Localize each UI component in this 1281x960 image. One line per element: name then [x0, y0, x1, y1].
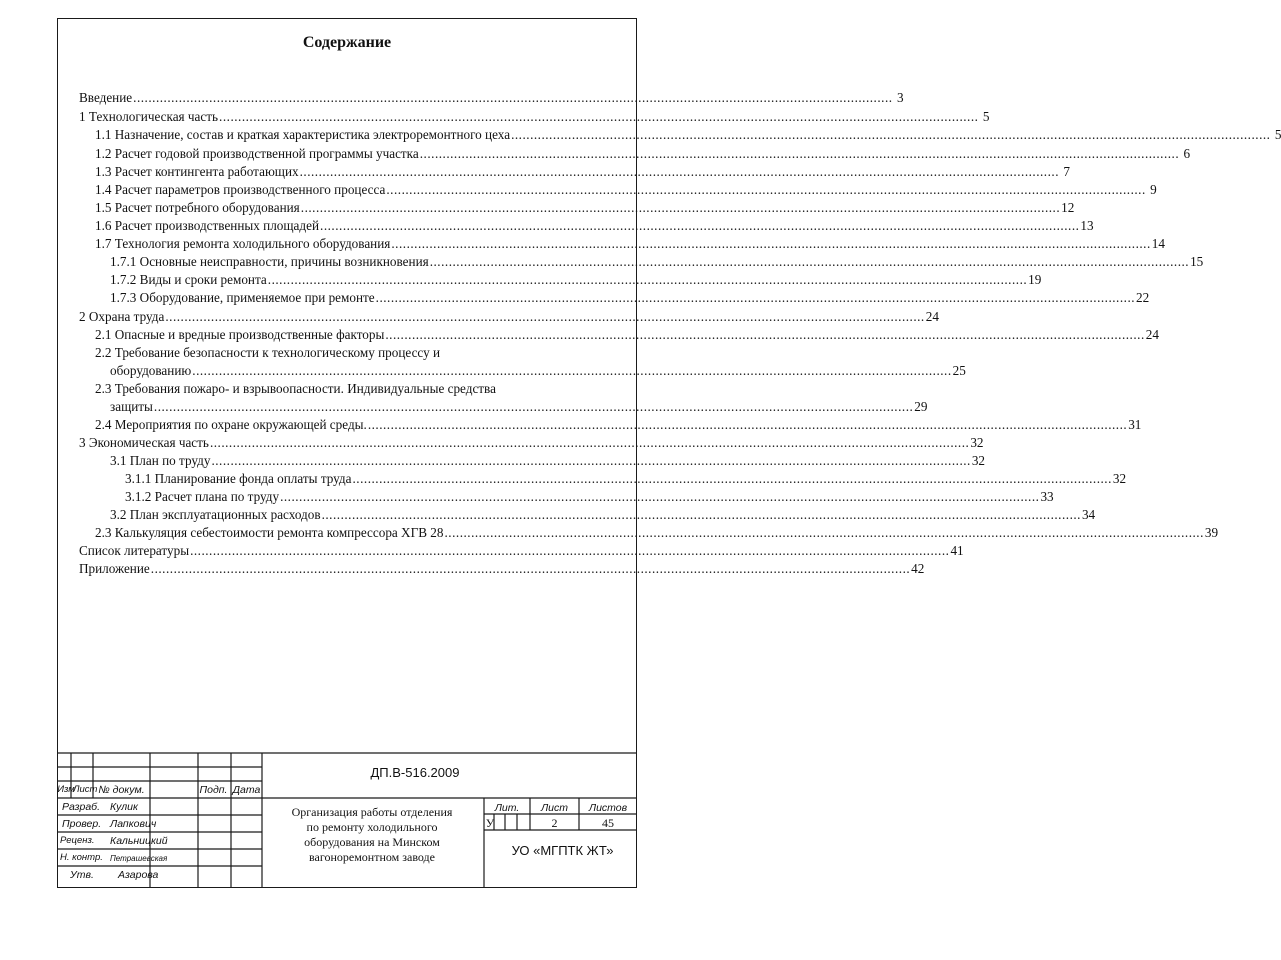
toc-page: 34	[1081, 507, 1096, 522]
toc-page: 5	[982, 109, 990, 124]
name-developer: Кулик	[110, 801, 138, 813]
toc-page: 13	[1080, 218, 1094, 233]
toc-label-line: 2.3 Требования пожаро- и взрывоопасности. Индивидуальные средства	[95, 381, 496, 396]
toc-page: 7	[1063, 164, 1070, 179]
toc-label: Список литературы	[79, 543, 190, 558]
toc-page: 14	[1151, 236, 1165, 251]
toc-label: 1 Технологическая часть	[79, 109, 219, 124]
toc-label: 2.1 Опасные и вредные производственные факторы	[95, 327, 385, 342]
toc-page: 12	[1061, 200, 1075, 215]
role-developer: Разраб.	[62, 801, 100, 813]
toc-entry: 1.7 Технология ремонта холодильного оборудования ........................................................................................................................................................................................................ 14	[95, 236, 1165, 251]
toc-label: 2 Охрана труда	[79, 309, 165, 324]
toc-entry: 3.1.2 Расчет плана по труду ........................................................................................................................................................................................................ 33	[125, 489, 1054, 504]
toc-entry: 1 Технологическая часть ........................................................................................................................................................................................................ 5	[79, 109, 990, 124]
toc-page: 6	[1183, 146, 1191, 161]
toc-label: 2.4 Мероприятия по охране окружающей среды.	[95, 417, 367, 432]
toc-entry: Приложение ........................................................................................................................................................................................................ 42	[79, 561, 925, 576]
toc-entry: 1.4 Расчет параметров производственного процесса ........................................................................................................................................................................................................ 9	[95, 182, 1157, 197]
toc-page: 5	[1274, 127, 1281, 142]
toc-entry: Введение ........................................................................................................................................................................................................ 3	[79, 90, 904, 105]
header-list: Лист	[73, 784, 98, 795]
toc-label: Введение	[79, 90, 133, 105]
toc-page: 32	[1112, 471, 1127, 486]
toc-entry: 1.7.2 Виды и сроки ремонта ........................................................................................................................................................................................................ 19	[110, 272, 1042, 287]
toc-page: 22	[1136, 290, 1150, 305]
toc-entry: 1.2 Расчет годовой производственной программы участка ........................................................................................................................................................................................................ 6	[95, 146, 1191, 161]
toc-entry: 3.2 План эксплуатационных расходов ........................................................................................................................................................................................................ 34	[110, 507, 1096, 522]
toc-entry: защиты ........................................................................................................................................................................................................ 29	[110, 399, 928, 414]
sheet-label: Лист	[540, 802, 569, 814]
toc-entry: 2.3 Калькуляция себестоимости ремонта компрессора ХГВ 28 ........................................................................................................................................................................................................ 39	[95, 525, 1219, 540]
toc-label-line: 2.2 Требование безопасности к технологическому процессу и	[95, 345, 441, 360]
toc-page: 41	[950, 543, 964, 558]
toc-page: 3	[896, 90, 904, 105]
toc-page: 19	[1028, 272, 1042, 287]
toc-page: 32	[970, 435, 984, 450]
toc-entry: 2.4 Мероприятия по охране окружающей среды. ........................................................................................................................................................................................................ 31	[95, 417, 1142, 432]
toc-entry: 1.3 Расчет контингента работающих ........................................................................................................................................................................................................ 7	[95, 164, 1070, 179]
toc-page: 9	[1150, 182, 1157, 197]
role-norm-control: Н. контр.	[60, 852, 103, 863]
toc-entry: Список литературы ........................................................................................................................................................................................................ 41	[79, 543, 964, 558]
role-approver: Утв.	[70, 869, 94, 881]
toc-label: 1.7.3 Оборудование, применяемое при ремонте	[110, 290, 375, 305]
toc-entry: 1.6 Расчет производственных площадей ........................................................................................................................................................................................................ 13	[95, 218, 1094, 233]
toc-entry: 2.1 Опасные и вредные производственные факторы ........................................................................................................................................................................................................ 24	[95, 327, 1159, 342]
toc-entry: 1.1 Назначение, состав и краткая характеристика электроремонтного цеха ........................................................................................................................................................................................................ 5	[95, 127, 1281, 142]
toc-page: 42	[911, 561, 925, 576]
sheets-total-label: Листов	[588, 802, 628, 814]
toc-entry: 3.1 План по труду ........................................................................................................................................................................................................ 32	[110, 453, 986, 468]
toc-entry: 2 Охрана труда ........................................................................................................................................................................................................ 24	[79, 309, 939, 324]
toc-label: 1.4 Расчет параметров производственного процесса	[95, 182, 386, 197]
toc-page: 29	[914, 399, 928, 414]
toc-label: оборудованию	[110, 363, 192, 378]
header-date: Дата	[232, 784, 261, 796]
name-norm-control: Петрашевская	[110, 854, 168, 863]
toc-label: 3.1.1 Планирование фонда оплаты труда	[125, 471, 352, 486]
toc-label: 3.2 План эксплуатационных расходов	[110, 507, 321, 522]
toc-label: 2.3 Калькуляция себестоимости ремонта компрессора ХГВ 28	[95, 525, 444, 540]
toc-label: 3.1.2 Расчет плана по труду	[125, 489, 280, 504]
toc-page: 33	[1040, 489, 1054, 504]
toc-label: 1.7.2 Виды и сроки ремонта	[110, 272, 267, 287]
toc-label: 1.5 Расчет потребного оборудования	[95, 200, 300, 215]
organization: УО «МГПТК ЖТ»	[511, 843, 614, 858]
lit-label: Лит.	[494, 802, 520, 814]
toc-label: 1.3 Расчет контингента работающих	[95, 164, 299, 179]
toc-page: 24	[1145, 327, 1159, 342]
header-signature: Подп.	[199, 784, 228, 796]
sheets-total: 45	[602, 816, 614, 830]
toc-entry: 1.7.1 Основные неисправности, причины возникновения ........................................................................................................................................................................................................ 15	[110, 254, 1204, 269]
name-checker: Лапкович	[110, 818, 157, 830]
toc-entry: оборудованию ........................................................................................................................................................................................................ 25	[110, 363, 966, 378]
toc-entry: 3.1.1 Планирование фонда оплаты труда ........................................................................................................................................................................................................ 32	[125, 471, 1127, 486]
toc-label: 3 Экономическая часть	[79, 435, 209, 450]
role-checker: Провер.	[62, 818, 102, 830]
name-approver: Азарова	[118, 869, 159, 881]
document-description: Организация работы отделения по ремонту холодильного оборудования на Минском вагоноремонтном заводе	[291, 805, 453, 864]
toc-label: 1.2 Расчет годовой производственной программы участка	[95, 146, 419, 161]
toc-label: 3.1 План по труду	[110, 453, 211, 468]
sheet-number: 2	[551, 816, 558, 830]
name-reviewer: Кальницкий	[110, 835, 168, 847]
toc-page: 25	[952, 363, 966, 378]
role-reviewer: Реценз.	[60, 835, 95, 846]
header-izm: Изм	[57, 784, 75, 795]
toc-page: 32	[971, 453, 986, 468]
toc-entry: 3 Экономическая часть ........................................................................................................................................................................................................ 32	[79, 435, 984, 450]
toc-label: 1.7.1 Основные неисправности, причины возникновения	[110, 254, 429, 269]
toc-page: 15	[1190, 254, 1204, 269]
toc-entry: 1.7.3 Оборудование, применяемое при ремонте ........................................................................................................................................................................................................ 22	[110, 290, 1150, 305]
toc-label: Приложение	[79, 561, 150, 576]
toc-label: 1.1 Назначение, состав и краткая характеристика электроремонтного цеха	[95, 127, 511, 142]
toc-label: защиты	[110, 399, 153, 414]
toc-page: 39	[1204, 525, 1219, 540]
toc-label: 1.6 Расчет производственных площадей	[95, 218, 320, 233]
header-doc-number: № докум.	[98, 784, 145, 796]
lit-value: У	[485, 816, 495, 830]
document-designation: ДП.В-516.2009	[370, 765, 460, 780]
toc-entry: 1.5 Расчет потребного оборудования ........................................................................................................................................................................................................ 12	[95, 200, 1075, 215]
toc-page: 24	[925, 309, 939, 324]
page-title: Содержание	[302, 34, 392, 51]
toc-label: 1.7 Технология ремонта холодильного оборудования	[95, 236, 391, 251]
toc-page: 31	[1128, 417, 1142, 432]
